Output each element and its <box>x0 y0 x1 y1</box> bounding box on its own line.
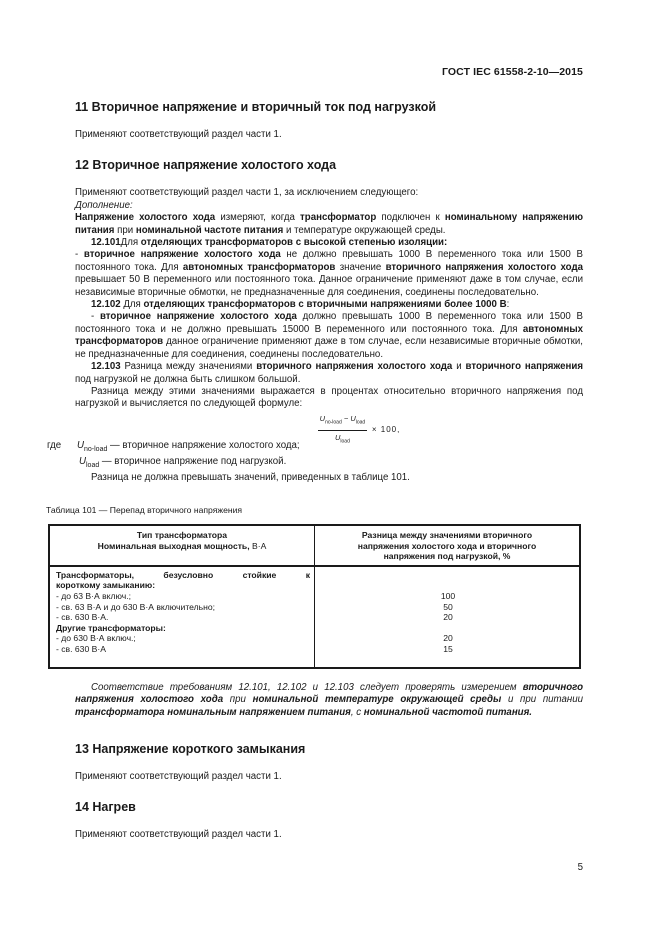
section-14-title: 14 Нагрев <box>75 800 136 815</box>
section-11-title: 11 Вторичное напряжение и вторичный ток под нагрузкой <box>75 100 437 114</box>
compliance-paragraph: Соответствие требованиям 12.101, 12.102 и 12.103 следует проверять измерением вторичного напряжения холостого хода при номинальной температуре окружающей среды и при питании трансформатора номинальным напряжением питания, с номинальной частотой питания. <box>75 682 583 718</box>
section-12-paragraph-1: Напряжение холостого хода измеряют, когда трансформатор подключен к номинальному напряжению питания при номинальной частоте питания и температуре окружающей среды. <box>75 212 583 236</box>
table-cell-values: 100 50 20 20 15 <box>315 566 581 668</box>
table-header-difference: Разница между значениями вторичного напряжения холостого хода и вторичного напряжения под нагрузкой, % <box>315 525 581 566</box>
page-number: 5 <box>577 862 583 873</box>
section-12-intro: Применяют соответствующий раздел части 1, за исключением следующего: <box>75 187 419 199</box>
table-cell-types: Трансформаторы, безусловно стойкие к короткому замыканию: - до 63 В·А включ.; - св. 63 В·А и до 630 В·А включительно; - св. 630 В·А. Другие трансформаторы: - до 630 В·А включ.; - св. 630 В·А <box>49 566 315 668</box>
lower-sections <box>75 742 583 842</box>
addition-label: Дополнение: <box>75 199 133 211</box>
formula-multiplier: × 100, <box>371 424 401 434</box>
clause-12-102-heading: 12.102 Для отделяющих трансформаторов с вторичными напряжениями более 1000 В: <box>91 299 510 311</box>
section-11-body: Применяют соответствующий раздел части 1. <box>75 129 282 140</box>
section-14-body: Применяют соответствующий раздел части 1. <box>75 829 282 841</box>
clause-12-103-body: 12.103 Разница между значениями вторичного напряжения холостого хода и вторичного напряжения под нагрузкой не должна быть слишком большой. <box>75 361 583 385</box>
main-content <box>47 100 584 485</box>
table-101 <box>48 524 581 669</box>
section-12-closing: Разница не должна превышать значений, приведенных в таблице 101. <box>91 472 410 484</box>
clause-12-103-formula-intro: Разница между этими значениями выражается в процентах относительно вторичного напряжения под нагрузкой и вычисляется по следующей формуле: <box>75 385 583 410</box>
section-13-title: 13 Напряжение короткого замыкания <box>75 742 306 756</box>
clause-12-101-heading: 12.101Для отделяющих трансформаторов с высокой степенью изоляции: <box>91 237 448 249</box>
clause-12-101-body: - вторичное напряжение холостого хода не должно превышать 1000 В переменного тока или 1500 В постоянного тока. Для автономных трансформаторов значение вторичного напряжения холостого хода превышает 50 В переменного или постоянного тока. Данное ограничение применяют даже в том случае, если независимые вторичные обмотки, не предназначенные для соединения, соединены последовательно. <box>75 249 584 298</box>
difference-formula <box>135 413 583 445</box>
clause-12-102-body: - вторичное напряжение холостого хода должно превышать 1000 В переменного тока или 1500 В постоянного тока и не должно превышать 15000 В переменного или постоянного тока. Для автономных трансформаторов данное ограничение применяют даже в том случае, если независимые вторичные обмотки, не предназначенные для соединения, соединены последовательно. <box>75 311 584 360</box>
where-line-1: где $U_{no-load}$ — вторичное напряжение холостого хода; <box>47 439 300 453</box>
table-header-type: Тип трансформатора Номинальная выходная мощность, В·А <box>49 525 315 566</box>
formula-fraction: $\frac{U_{no-load} - U_{load}}{U_{load}}$ <box>319 413 366 445</box>
section-12-title: 12 Вторичное напряжение холостого хода <box>75 158 337 173</box>
section-13-body: Применяют соответствующий раздел части 1. <box>75 771 282 782</box>
table-row <box>49 566 580 668</box>
table-101-caption: Таблица 101 — Перепад вторичного напряжения <box>46 505 243 515</box>
where-line-2: $U_{load}$ — вторичное напряжение под нагрузкой. <box>79 456 287 469</box>
standard-code: ГОСТ IEC 61558-2-10—2015 <box>441 66 583 78</box>
